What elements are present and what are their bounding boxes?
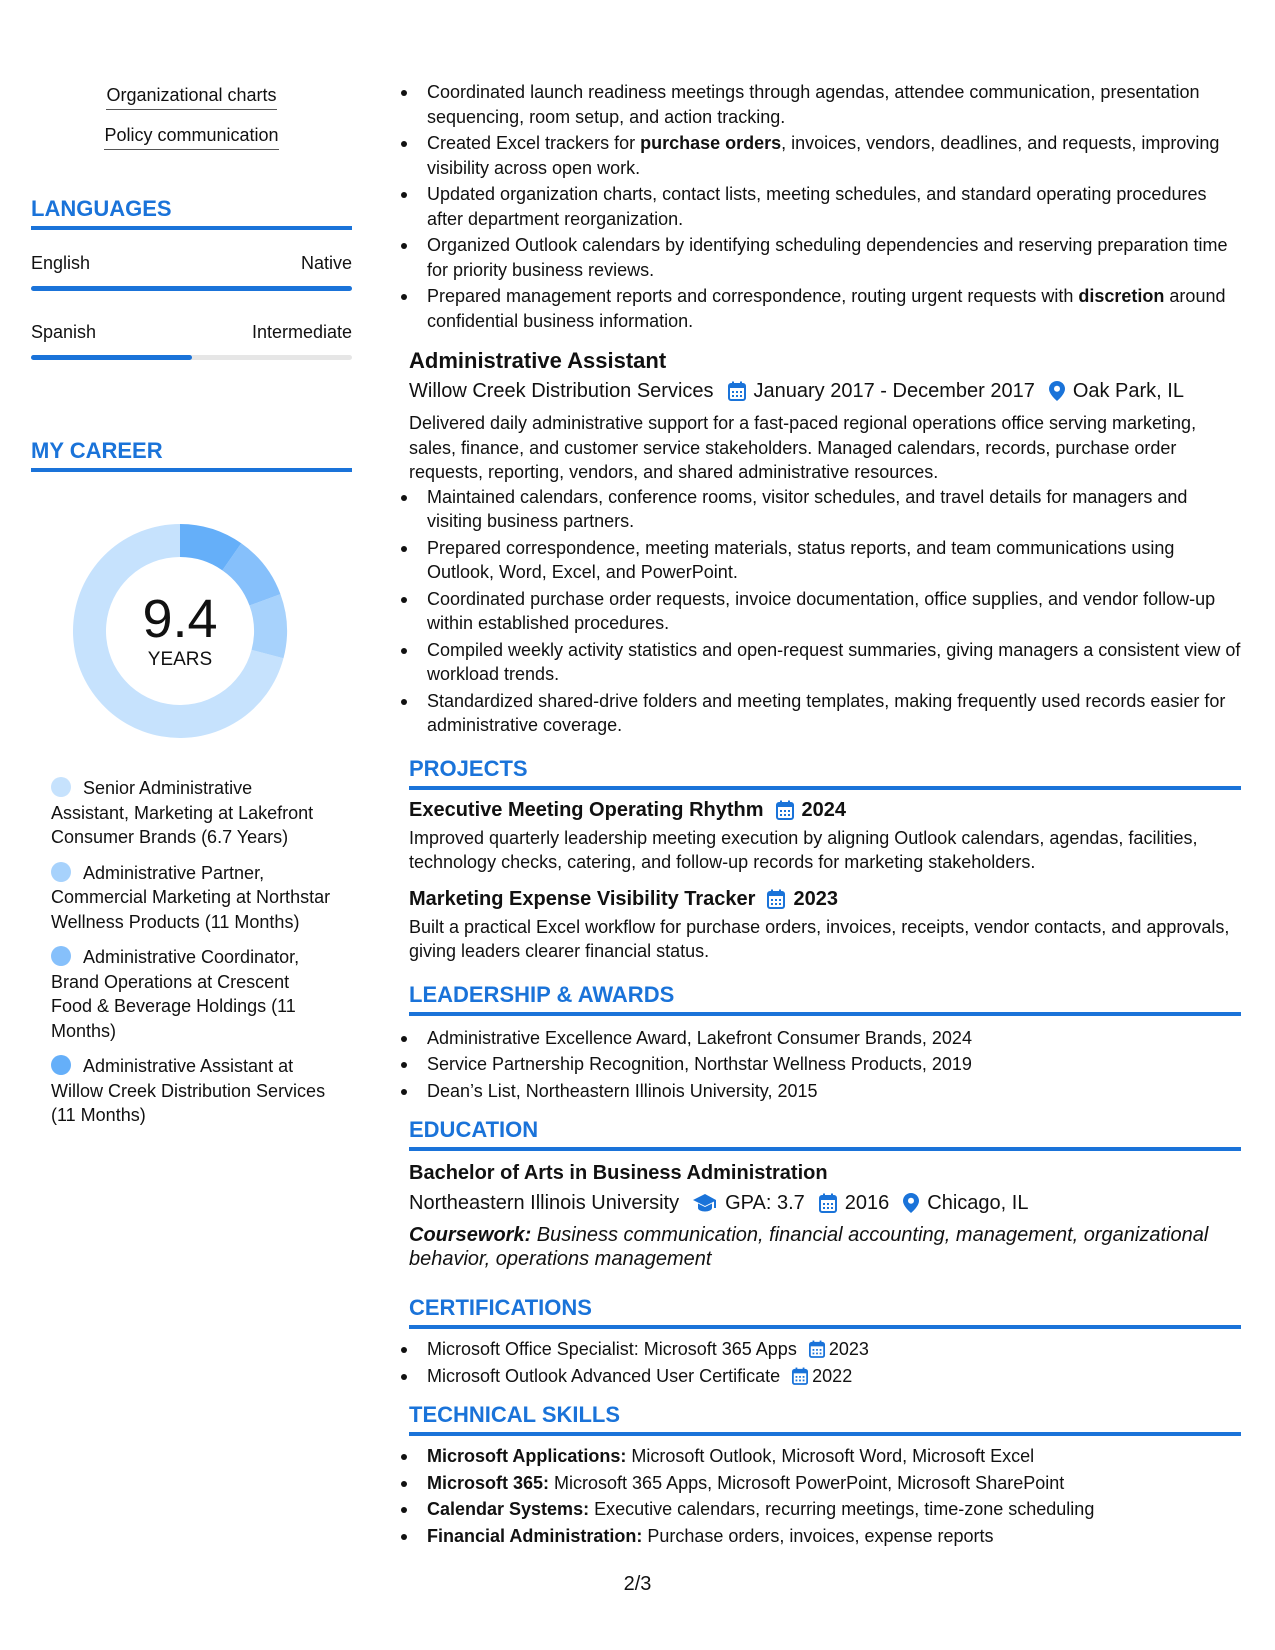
project-title-row <box>409 796 1241 824</box>
language-level: Native <box>300 253 352 273</box>
certifications-heading: CERTIFICATIONS <box>409 1295 1241 1329</box>
bullet-text: , invoices, vendors, deadlines, and requests, improving visibility across open work. <box>427 133 1220 178</box>
career-legend-item <box>51 861 331 935</box>
map-pin-icon <box>903 1193 919 1213</box>
technical-skills-heading: TECHNICAL SKILLS <box>409 1402 1241 1436</box>
certification-name: Microsoft Outlook Advanced User Certificate <box>427 1365 781 1386</box>
career-legend-label: Administrative Coordinator, Brand Operations at Crescent Food & Beverage Holdings (11 Months) <box>51 947 300 1041</box>
skill-tag: Policy communication <box>104 124 278 150</box>
school-name: Northeastern Illinois University <box>409 1192 680 1214</box>
certification-year: 2022 <box>812 1365 853 1386</box>
bullet-item: Compiled weekly activity statistics and open-request summaries, giving managers a consistent view of workload trends. <box>409 638 1241 687</box>
award-item: Service Partnership Recognition, Northstar Wellness Products, 2019 <box>409 1052 1241 1077</box>
map-pin-icon <box>1049 381 1065 401</box>
career-legend-item <box>51 776 331 850</box>
coursework-label: Coursework: <box>409 1224 532 1246</box>
project-title: Marketing Expense Visibility Tracker <box>409 887 756 910</box>
certification-name: Microsoft Office Specialist: Microsoft 365 Apps <box>427 1339 797 1359</box>
left-column <box>31 84 352 1139</box>
skill-item <box>409 1524 1241 1549</box>
company-name: Willow Creek Distribution Services <box>409 380 714 402</box>
bullet-item <box>409 80 1241 129</box>
bullet-bold-text: discretion <box>1078 286 1165 306</box>
career-total-unit: YEARS <box>147 649 213 670</box>
skill-label: Microsoft 365: <box>427 1472 550 1493</box>
skill-value: Microsoft 365 Apps, Microsoft PowerPoint, Microsoft SharePoint <box>549 1472 1065 1493</box>
bullet-item: Maintained calendars, conference rooms, visitor schedules, and travel details for managers and visiting business partners. <box>409 485 1241 534</box>
project-title: Executive Meeting Operating Rhythm <box>409 798 764 821</box>
bullet-text: Created Excel trackers for <box>427 133 641 153</box>
bullet-item: Prepared correspondence, meeting materials, status reports, and team communications using Outlook, Word, Excel, and PowerPoint. <box>409 536 1241 585</box>
language-level: Intermediate <box>251 322 352 342</box>
language-name: English <box>31 253 91 273</box>
language-proficiency-fill <box>31 286 352 291</box>
bullet-item <box>409 233 1241 282</box>
job-title: Administrative Assistant <box>409 348 667 373</box>
skill-label: Microsoft Applications: <box>427 1446 627 1466</box>
skill-value: Purchase orders, invoices, expense reports <box>642 1525 994 1546</box>
project-description: Improved quarterly leadership meeting execution by aligning Outlook calendars, agendas, facilities, technology checks, catering, and follow-up records for marketing stakeholders. <box>409 827 1198 872</box>
legend-dot <box>51 777 71 797</box>
graduation-year: 2016 <box>844 1192 890 1214</box>
project-description: Built a practical Excel workflow for purchase orders, invoices, receipts, vendor contacts, and approvals, giving leaders clearer financial status. <box>409 916 1230 961</box>
bullet-text: Prepared management reports and correspondence, routing urgent requests with <box>427 286 1079 306</box>
career-legend-label: Administrative Partner, Commercial Marketing at Northstar Wellness Products (11 Months) <box>51 862 331 932</box>
language-proficiency-bar <box>31 286 352 291</box>
job-meta <box>409 377 1241 405</box>
job-dates: January 2017 - December 2017 <box>753 380 1035 402</box>
graduation-cap-icon <box>693 1194 717 1212</box>
award-item: Dean’s List, Northeastern Illinois University, 2015 <box>409 1079 1241 1104</box>
career-legend-label: Senior Administrative Assistant, Marketing at Lakefront Consumer Brands (6.7 Years) <box>51 778 314 847</box>
awards-list <box>409 1026 1241 1104</box>
skill-label: Financial Administration: <box>427 1525 643 1546</box>
certification-item <box>409 1337 1241 1362</box>
calendar-icon <box>767 889 785 909</box>
calendar-icon <box>792 1367 808 1385</box>
career-legend-item <box>51 945 331 1043</box>
certification-item <box>409 1364 1241 1389</box>
language-proficiency-bar <box>31 355 352 360</box>
right-column <box>409 80 1241 1550</box>
skill-item <box>409 1444 1241 1469</box>
experience-bullets <box>409 80 1241 333</box>
skill-value: Executive calendars, recurring meetings, time-zone scheduling <box>589 1499 1095 1519</box>
awards-heading: LEADERSHIP & AWARDS <box>409 982 1241 1016</box>
skill-item <box>409 1471 1241 1496</box>
bullet-item: Coordinated purchase order requests, invoice documentation, office supplies, and vendor follow-up within established procedures. <box>409 587 1241 636</box>
skill-value: Microsoft Outlook, Microsoft Word, Microsoft Excel <box>626 1446 1035 1466</box>
technical-skills-list <box>409 1444 1241 1548</box>
award-item: Administrative Excellence Award, Lakefront Consumer Brands, 2024 <box>409 1026 1241 1051</box>
skill-item <box>409 1497 1241 1522</box>
language-name: Spanish <box>31 322 97 342</box>
job-description: Delivered daily administrative support for a fast-paced regional operations office serving marketing, sales, finance, and customer service stakeholders. Managed calendars, records, purchase order requests, reporting, vendors, and shared administrative resources. <box>409 413 1197 482</box>
career-legend <box>31 776 331 1128</box>
skill-label: Calendar Systems: <box>427 1499 590 1519</box>
career-heading: MY CAREER <box>31 438 352 472</box>
bullet-text: Coordinated launch readiness meetings through agendas, attendee communication, presentation sequencing, room setup, and action tracking. <box>427 82 1200 127</box>
language-proficiency-fill <box>31 355 192 360</box>
calendar-icon <box>776 800 794 820</box>
bullet-item: Standardized shared-drive folders and meeting templates, making frequently used records easier for administrative coverage. <box>409 689 1241 738</box>
bullet-item <box>409 182 1241 231</box>
gpa: GPA: 3.7 <box>725 1192 805 1214</box>
career-donut-chart <box>65 516 295 746</box>
page-number: 2/3 <box>623 1573 652 1595</box>
degree-title: Bachelor of Arts in Business Administration <box>409 1162 828 1184</box>
projects-heading: PROJECTS <box>409 756 1241 790</box>
coursework <box>409 1223 1241 1271</box>
school-location: Chicago, IL <box>927 1192 1029 1214</box>
calendar-icon <box>809 1340 825 1358</box>
career-legend-label: Administrative Assistant at Willow Creek Distribution Services (11 Months) <box>51 1056 326 1125</box>
calendar-icon <box>728 381 746 401</box>
bullet-item <box>409 284 1241 333</box>
legend-dot <box>51 1055 71 1075</box>
education-meta <box>409 1189 1241 1217</box>
certification-year: 2023 <box>828 1339 869 1359</box>
language-item <box>31 321 352 360</box>
legend-dot <box>51 946 71 966</box>
bullet-text: Updated organization charts, contact lists, meeting schedules, and standard operating procedures after department reorganization. <box>427 184 1207 229</box>
legend-dot <box>51 862 71 882</box>
calendar-icon <box>819 1193 837 1213</box>
project-year: 2024 <box>801 798 847 821</box>
bullet-text: Organized Outlook calendars by identifying scheduling dependencies and reserving preparation time for priority business reviews. <box>427 235 1228 280</box>
education-heading: EDUCATION <box>409 1117 1241 1151</box>
language-item <box>31 252 352 291</box>
certifications-list <box>409 1337 1241 1388</box>
career-total-value: 9.4 <box>142 589 218 649</box>
coursework-text: Business communication, financial accounting, management, organizational behavior, operations management <box>409 1224 1209 1270</box>
project-year: 2023 <box>793 887 838 910</box>
skill-tag: Organizational charts <box>106 84 276 110</box>
project-title-row <box>409 885 1241 913</box>
job-bullets <box>409 485 1241 738</box>
bullet-bold-text: purchase orders <box>640 133 782 153</box>
languages-heading: LANGUAGES <box>31 196 352 230</box>
bullet-text: around confidential business information. <box>427 286 1226 331</box>
career-legend-item <box>51 1054 331 1128</box>
job-location: Oak Park, IL <box>1072 380 1184 402</box>
bullet-item <box>409 131 1241 180</box>
